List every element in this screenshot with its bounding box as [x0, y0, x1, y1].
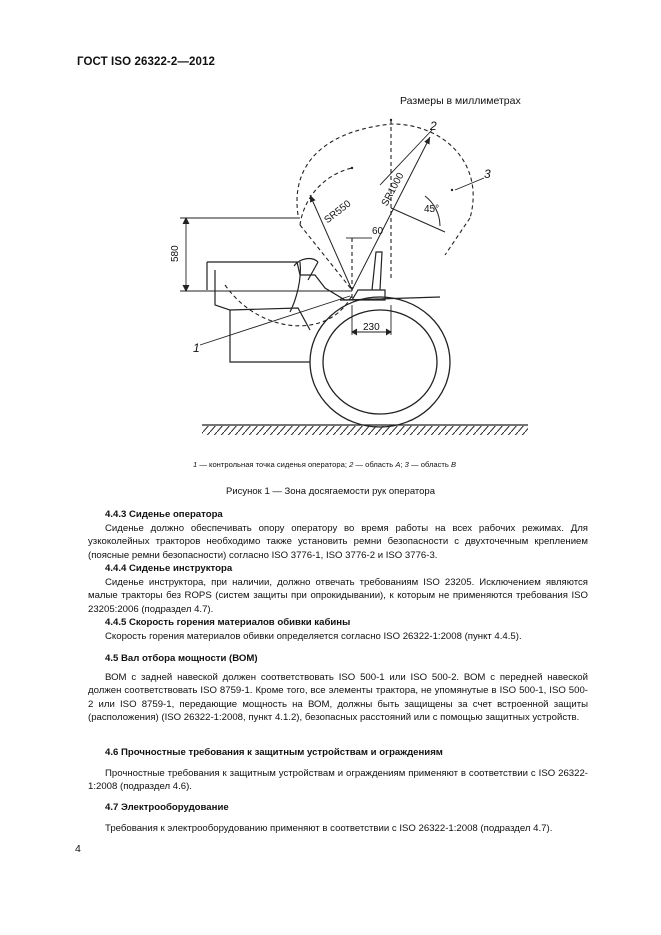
section-title: 4.4.5 Скорость горения материалов обивки кабины — [105, 617, 351, 628]
section-4-4-5 — [88, 616, 588, 643]
callout-2: 2 — [430, 119, 437, 133]
document-header: ГОСТ ISO 26322-2—2012 — [77, 56, 215, 68]
section-text: Сиденье инструктора, при наличии, должно отвечать требованиям ISO 23205. Исключением являются малые тракторы без ROPS (систем защиты при опрокидывании), к которым не применяются требования ISO 23205:2006 (подраздел 4.7). — [88, 576, 588, 615]
ground — [202, 425, 528, 435]
label-580: 580 — [170, 245, 181, 262]
label-60: 60 — [372, 226, 384, 237]
section-text: ВОМ с задней навеской должен соответствовать ISO 500-1 или ISO 500-2. ВОМ с передней навеской должен соответствовать ISO 8759-1. Кроме того, все элементы трактора, не упомянутые в ISO 500-1, ISO 500-2 или ISO 8759-1, передающие мощность на ВОМ, должны быть защищены за счет встроенной защиты (расположения) (ISO 26322-1:2008, пункт 4.1.2), безопасных расстояний или с помощью защитных устройств. — [88, 671, 588, 723]
section-text: Сиденье должно обеспечивать опору оператору во время работы на всех рабочих режимах. Для узкоколейных тракторов необходимо также установить ремни безопасности с двухточечным креплением (поясные ремни безопасности) согласно ISO 3776-1, ISO 3776-2 и ISO 3776-3. — [88, 522, 588, 561]
callout-3: 3 — [484, 167, 491, 181]
section-4-4-4 — [88, 562, 588, 616]
figure-caption: Рисунок 1 — Зона досягаемости рук оператора — [225, 486, 435, 497]
figure-legend: 1 — контрольная точка сиденья оператора; 2 — область A; 3 — область B — [193, 460, 457, 469]
section-title: 4.7 Электрооборудование — [105, 802, 229, 813]
section-4-5 — [88, 652, 588, 725]
section-text: Скорость горения материалов обивки определяется согласно ISO 26322-1:2008 (пункт 4.4.5). — [105, 630, 522, 642]
callout-leaders — [200, 130, 484, 345]
page-number: 4 — [75, 843, 81, 855]
section-title: 4.4.3 Сиденье оператора — [105, 509, 223, 520]
units-note: Размеры в миллиметрах — [400, 95, 521, 107]
reach-zone-arcs — [225, 120, 473, 326]
section-4-6 — [88, 746, 588, 794]
section-title: 4.4.4 Сиденье инструктора — [105, 563, 233, 574]
label-sr550: SR550 — [322, 198, 354, 227]
section-text: Прочностные требования к защитным устройствам и ограждениям применяют в соответствии с ISO 26322-1:2008 (подраздел 4.6). — [88, 767, 588, 792]
label-230: 230 — [363, 322, 380, 333]
callout-1: 1 — [193, 341, 200, 355]
label-45-degrees: 45° — [424, 204, 440, 215]
section-4-7 — [88, 801, 588, 835]
section-title: 4.6 Прочностные требования к защитным устройствам и ограждениям — [105, 747, 443, 758]
rear-wheel — [310, 297, 450, 427]
figure-reach-zone — [0, 0, 661, 460]
label-sr1000: SR1000 — [379, 171, 407, 209]
figure-labels — [170, 119, 491, 355]
section-title: 4.5 Вал отбора мощности (ВОМ) — [105, 653, 258, 664]
section-text: Требования к электрооборудованию применяют в соответствии с ISO 26322-1:2008 (подраздел 4.7). — [105, 822, 553, 834]
tractor-body — [207, 252, 440, 362]
section-4-4-3 — [88, 508, 588, 562]
